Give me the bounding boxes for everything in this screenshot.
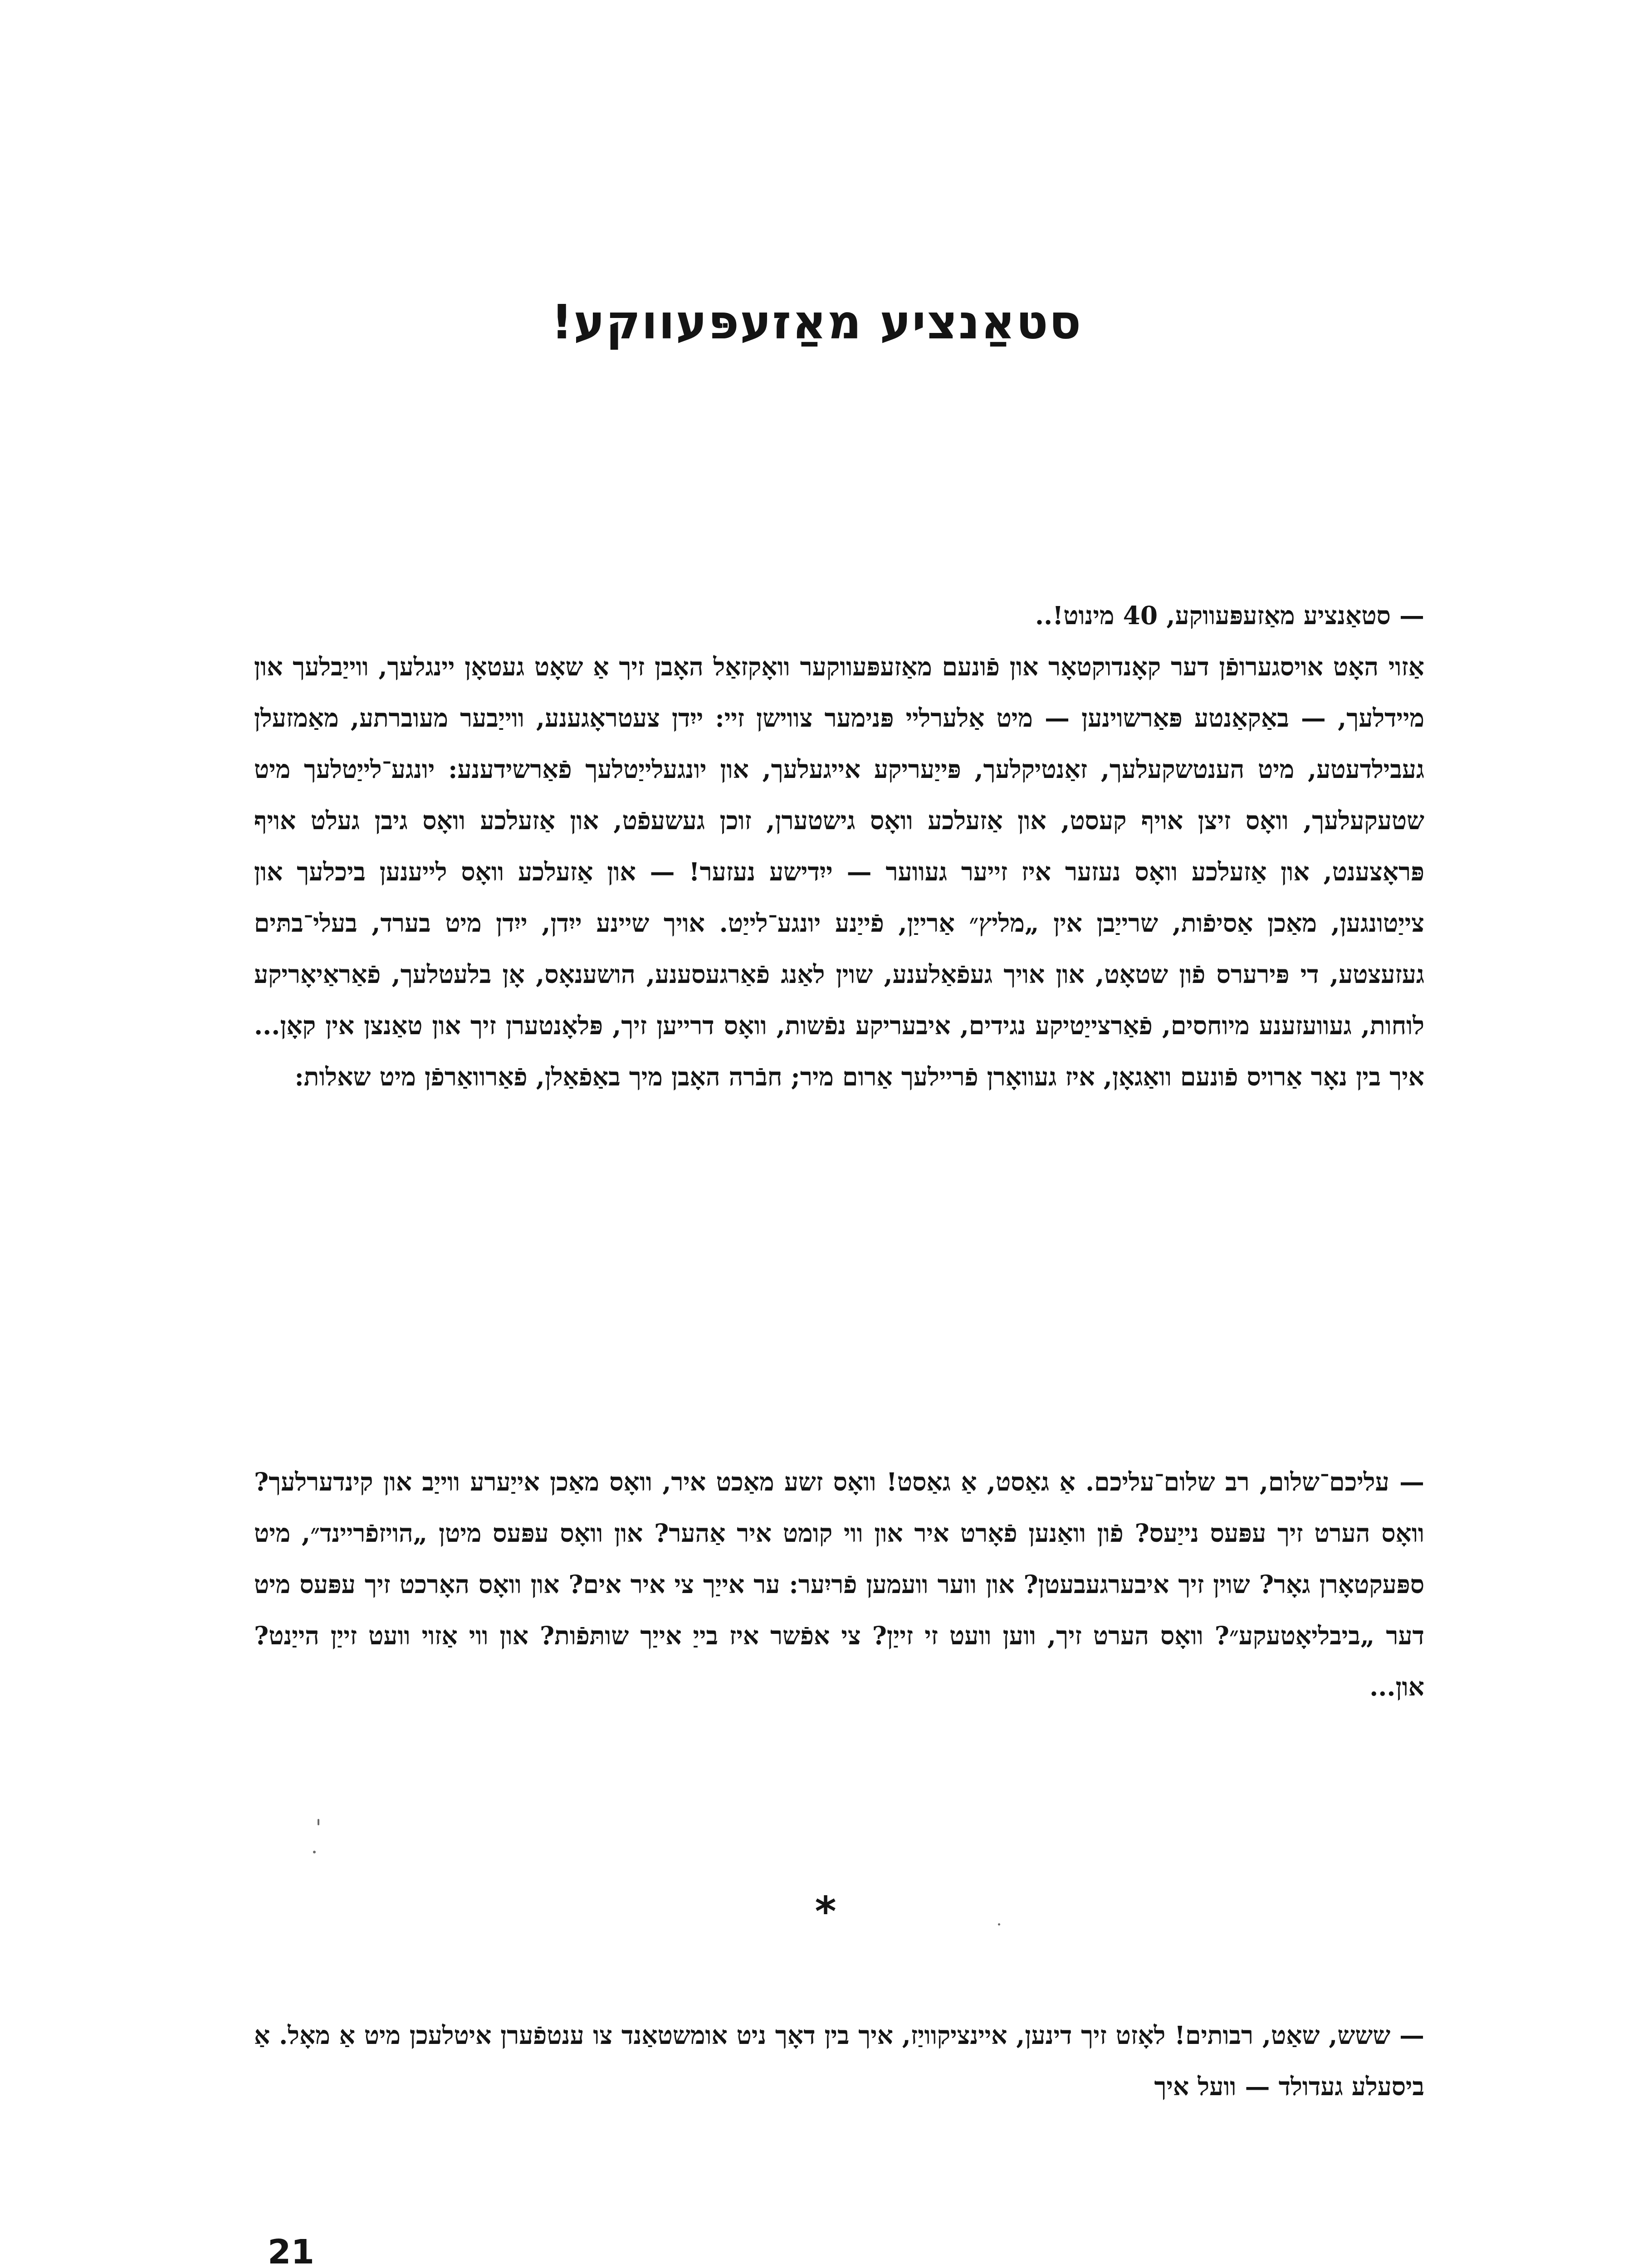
greeting-section bbox=[254, 1456, 1424, 1712]
paragraph-announcement: — סטאַנציע מאַזעפּעווקע, 40 מינוט!.. bbox=[1035, 601, 1424, 630]
paragraph-crowd-description: אַזוי האָט אויסגערופֿן דער קאָנדוקטאָר און פֿונעם מאַזעפּעווקער וואָקזאַל האָבן זיך אַ שאָט געטאָן יינגלעך, ווייַבלעך און מיידלעך, — באַקאַנטע פּאַרשוינען — מיט אַלערליי פּנימער צווישן זיי: ייִדן צעטראָגענע, ווייַבער מעוברתע, מאַמזעלן געבילדעטע, מיט הענטשקעלעך, זאַנטיקלעך, פּייַעריקע אייגעלעך, און יונגעלייַטלעך פֿאַרשידענע: יונגע־לייַטלעך מיט שטעקעלעך, וואָס זיצן אויף קעסט, און אַזעלכע וואָס גישטערן, זוכן געשעפֿט, און אַזעלכע וואָס גיבן געלט אויף פּראָצענט, און אַזעלכע וואָס נעזער איז זייער געווער — ייִדישע נעזער! — און אַזעלכע וואָס לייענען ביכלעך און צייַטונגען, מאַכן אַסיפֿות, שרייַבן אין „מליץ״ אַרייַן, פֿייַנע יונגע־לייַט. אויך שיינע ייִדן, ייִדן מיט בערד, בעלי־בתּים געזעצטע, די פּירערס פֿון שטאָט, און אויך געפֿאַלענע, שוין לאַנג פֿאַרגעסענע, הושענאָס, אָן בלעטלעך, פֿאַראַיאָריקע לוחות, געוועזענע מיוחסים, פֿאַרצייַטיקע נגידים, איבעריקע נפֿשות, וואָס דרייען זיך, פּלאָנטערן זיך און טאַנצן אין קאָן... איך בין נאָר אַרויס פֿונעם וואַגאָן, איז געוואָרן פֿריילעך אַרום מיר; חבֿרה האָבן מיך באַפֿאַלן, פֿאַרוואַרפֿן מיט שאלות: bbox=[254, 652, 1424, 1091]
paragraph-closing: — ששש, שאַט, רבותים! לאָזט זיך דינען, איינציקוויַז, איך בין דאָך ניט אומשטאַנד צו ענטפֿערן איטלעכן מיט אַ מאָל. אַ ביסעלע געדולד — וועל איך bbox=[254, 2020, 1424, 2101]
scan-speck bbox=[998, 1923, 1000, 1926]
opening-section bbox=[254, 590, 1424, 1102]
scan-speck bbox=[313, 1851, 316, 1853]
closing-section bbox=[254, 2009, 1424, 2112]
scan-speck bbox=[318, 1819, 319, 1825]
chapter-title: סטאַנציע מאַזעפּעווקע! bbox=[551, 294, 1082, 350]
section-separator-asterisk: * bbox=[815, 1888, 836, 1936]
page-number: 21 bbox=[268, 2233, 314, 2268]
paragraph-greetings-questions: — עליכם־שלום, רב שלום־עליכם. אַ גאַסט, אַ גאַסט! וואָס זשע מאַכט איר, וואָס מאַכן אייַערע ווייַב און קינדערלעך? וואָס הערט זיך עפּעס נייַעס? פֿון וואַנען פֿאָרט איר און ווי קומט איר אַהער? און וואָס עפּעס מיטן „הויזפֿריינד״, מיט ספּעקטאָרן גאָר? שוין זיך איבערגעבעטן? און ווער וועמען פֿריִער: ער אייַך צי איר אים? און וואָס האָרכט זיך עפּעס מיט דער „ביבליאָטעקע״? וואָס הערט זיך, ווען וועט זי זייַן? צי אפֿשר איז בייַ אייַך שותּפֿות? און ווי אַזוי וועט זייַן הייַנט? און... bbox=[254, 1467, 1424, 1701]
